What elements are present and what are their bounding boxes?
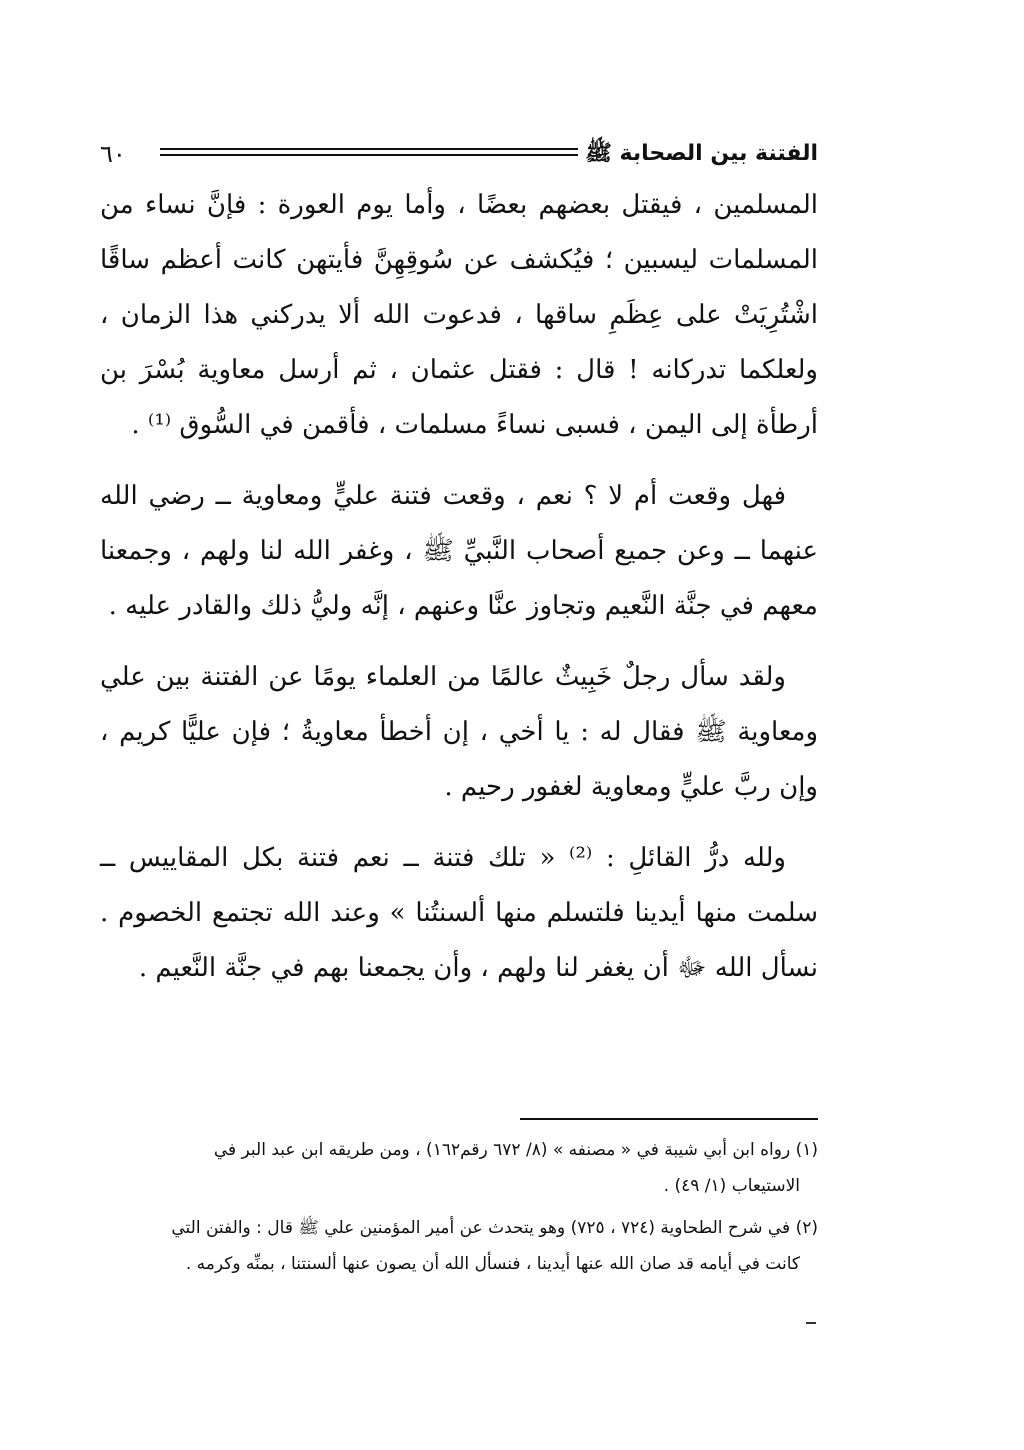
footnote-2-line-1: (٢) في شرح الطحاوية (٧٢٤ ، ٧٢٥) وهو يتحدث عن أمير المؤمنين علي ﷺ قال : والفتن التي (171, 1218, 818, 1238)
paragraph-2: فهل وقعت أم لا ؟ نعم ، وقعت فتنة عليٍّ ومعاوية ــ رضي الله عنهما ــ وعن جميع أصحاب النَّبيِّ ﷺ ، وغفر الله لنا ولهم ، وجمعنا معهم في جنَّة النَّعيم وتجاوز عنَّا وعنهم ، إنَّه وليُّ ذلك والقادر عليه . (100, 481, 818, 621)
main-text (100, 178, 818, 996)
footnote-separator (520, 1118, 818, 1120)
paragraph-3: ولقد سأل رجلٌ خَبِيثٌ عالمًا من العلماء يومًا عن الفتنة بين علي ومعاوية ﷺ فقال له : يا أخي ، إن أخطأ معاويةُ ؛ فإن عليًّا كريم ، وإن ربَّ عليٍّ ومعاوية لغفور رحيم . (100, 662, 818, 802)
footnote-2 (100, 1210, 818, 1282)
footnotes (100, 1132, 818, 1288)
footnote-1-line-1: (١) رواه ابن أبي شيبة في « مصنفه » (٨/ ٦٧٢ رقم١٦٢) ، ومن طريقه ابن عبد البر في (213, 1140, 818, 1160)
header-double-rule (160, 148, 578, 156)
page-edge-mark (806, 1322, 816, 1324)
footnote-2-line-2: كانت في أيامه قد صان الله عنها أيدينا ، فنسأل الله أن يصون عنها ألسنتنا ، بمنِّه وكرمه . (185, 1254, 800, 1274)
header-title: الفتنة بين الصحابة ﷺ (585, 141, 818, 166)
paragraph-1: المسلمين ، فيقتل بعضهم بعضًا ، وأما يوم العورة : فإنَّ نساء من المسلمات ليسبين ؛ فيُكشف عن سُوقِهِنَّ فأيتهن كانت أعظم ساقًا اشْتُرِيَتْ على عِظَمِ ساقها ، فدعوت الله ألا يدركني هذا الزمان ، ولعلكما تدركانه ! قال : فقتل عثمان ، ثم أرسل معاوية بُسْرَ بن أرطأة إلى اليمن ، فسبى نساءً مسلمات ، فأقمن في السُّوق ⁽¹⁾ . (100, 190, 818, 440)
paragraph-4: ولله درُّ القائلِ : ⁽²⁾ « تلك فتنة ــ نعم فتنة بكل المقاييس ــ سلمت منها أيدينا فلتسلم منها ألسنتُنا » وعند الله تجتمع الخصوم . نسأل الله ﷻ أن يغفر لنا ولهم ، وأن يجمعنا بهم في جنَّة النَّعيم . (100, 843, 818, 983)
footnote-1-line-2: الاستيعاب (١/ ٤٩) . (663, 1176, 800, 1196)
running-header (100, 136, 818, 176)
footnote-1 (100, 1132, 818, 1204)
page-number: ٦٠ (100, 140, 126, 168)
